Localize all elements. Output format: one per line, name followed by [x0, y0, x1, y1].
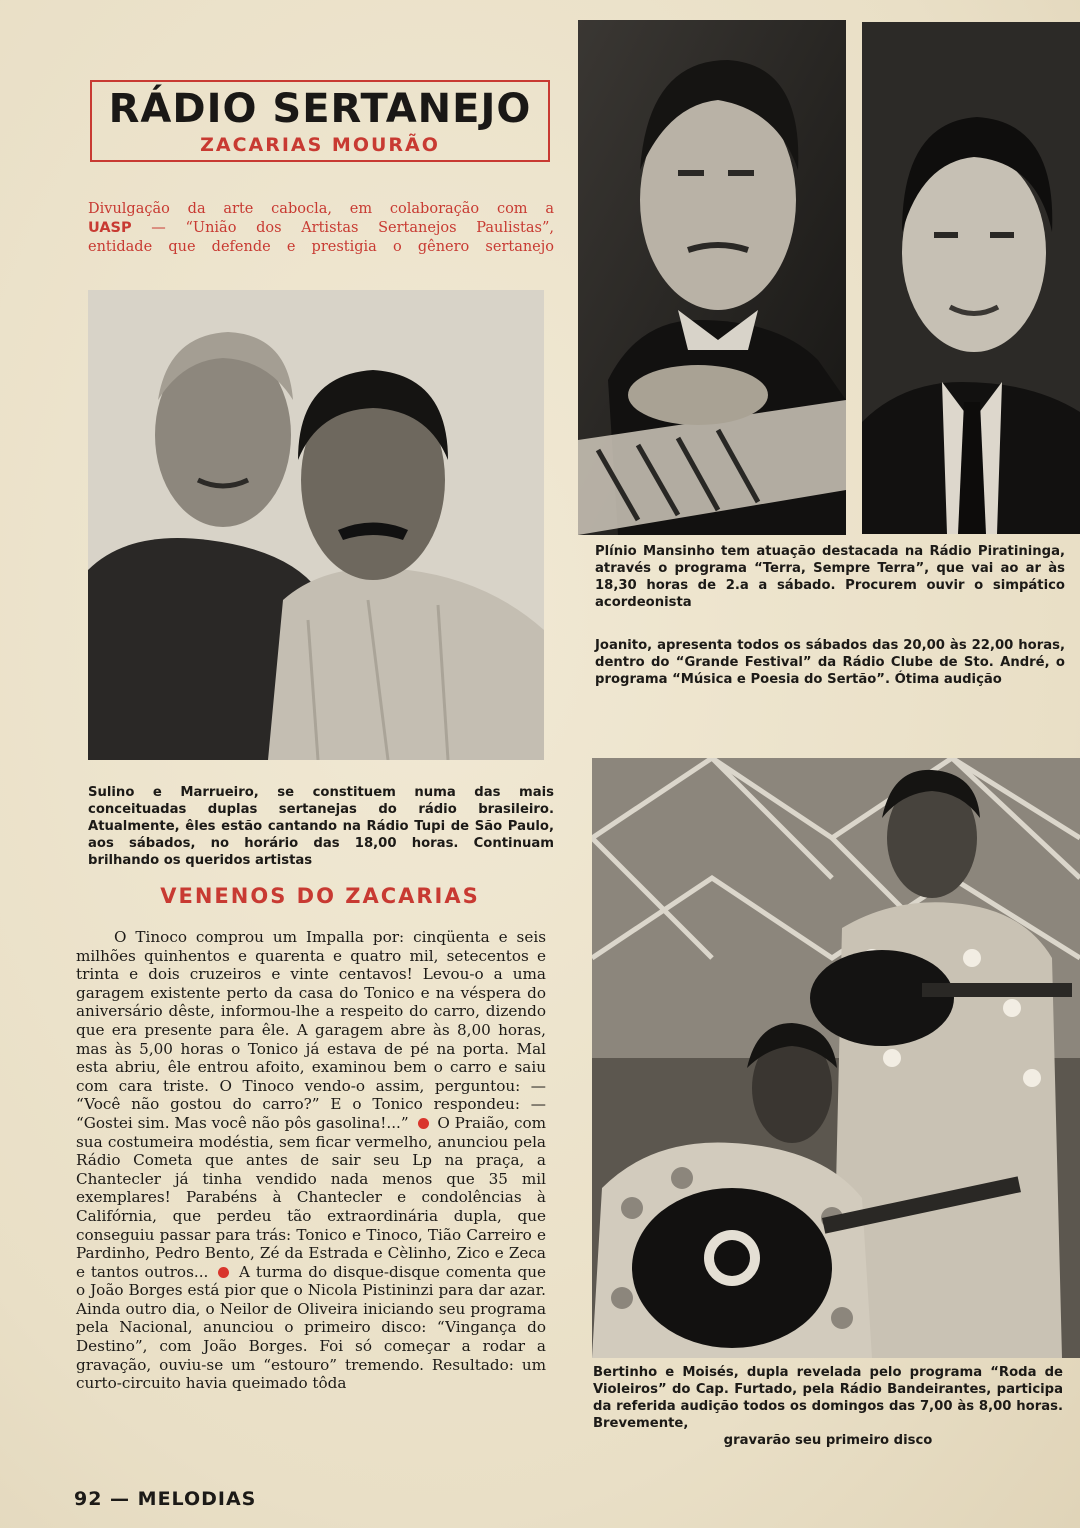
article-body	[76, 928, 546, 1393]
intro-text	[88, 200, 554, 257]
photo-joanito	[862, 22, 1080, 534]
photo-plinio-mansinho	[578, 20, 846, 535]
caption-joanito: Joanito, apresenta todos os sábados das 20,00 às 22,00 horas, dentro do “Grande Festival” da Rádio Clube de Sto. André, o programa “Música e Poesia do Sertão”. Ótima audição	[595, 638, 1065, 687]
bullet-icon	[218, 1267, 229, 1278]
column-masthead	[90, 80, 550, 162]
article-paragraph-3: A turma do disque-disque comenta que o João Borges está pior que o Nicola Pistininzi para dar azar. Ainda outro dia, o Neilor de Oliveira iniciando seu programa pela Nacional, anunciou o primeiro disco: “Vingança do Destino”, com João Borges. Foi só começar a rodar a gravação, ouviu-se um “estouro” tremendo. Resultado: um curto-circuito havia queimado tôda	[76, 1262, 547, 1393]
caption-plinio: Plínio Mansinho tem atuação destacada na Rádio Piratininga, através o programa “Terra, Sempre Terra”, que vai ao ar às 18,30 horas de 2.a a sábado. Procurem ouvir o simpático acordeonista	[595, 544, 1065, 610]
photo-bertinho-moises	[592, 758, 1080, 1358]
caption-trio-last-line: gravarão seu primeiro disco	[723, 1433, 933, 1448]
article-paragraph-2: O Praião, com sua costumeira modéstia, sem ficar vermelho, anunciou pela Rádio Cometa que antes de sair seu Lp na praça, a Chantecler já tinha vendido nada menos que 35 mil exemplares! Parabéns à Chantecler e condolências à Califórnia, que perdeu tão extraordinária dupla, que conseguiu passar para trás: Tonico e Tinoco, Tião Carreiro e Pardinho, Pedro Bento, Zé da Estrada e Cèlinho, Zico e Zeca e tantos outros...	[76, 1113, 546, 1281]
caption-trio-text: Bertinho e Moisés, dupla revelada pelo programa “Roda de Violeiros” do Cap. Furtado, pela Rádio Bandeirantes, participa da referida audição todos os domingos das 7,00 às 8,00 horas. Brevemente,	[593, 1365, 1063, 1431]
bullet-icon	[418, 1118, 429, 1129]
column-title: RÁDIO SERTANEJO	[108, 86, 532, 132]
caption-sulino-marrueiro: Sulino e Marrueiro, se constituem numa das mais conceituadas duplas sertanejas do rádio brasileiro. Atualmente, êles estão cantando na Rádio Tupi de São Paulo, aos sábados, no horário das 18,00 horas. Continuam brilhando os queridos artistas	[88, 785, 554, 868]
photo-sulino-marrueiro	[88, 290, 544, 760]
intro-line-1: Divulgação da arte cabocla, em colaboração com a	[88, 201, 554, 217]
intro-uasp: UASP	[88, 220, 132, 236]
caption-bertinho-moises	[593, 1364, 1063, 1449]
column-author: ZACARIAS MOURÃO	[200, 134, 440, 156]
intro-line-3: entidade que defende e prestigia o gênero sertanejo	[88, 239, 554, 255]
article-paragraph-1: O Tinoco comprou um Impalla por: cinqüenta e seis milhões quinhentos e quarenta e quatro mil, setecentos e trinta e dois cruzeiros e vinte centavos! Levou-o a uma garagem existente perto da casa do Tonico e na véspera do aniversário dêste, informou-lhe a respeito do carro, dizendo que era presente para êle. A garagem abre às 8,00 horas, mas às 5,00 horas o Tonico já estava de pé na porta. Mal esta abriu, êle entrou afoito, examinou bem o carro e saiu com cara triste. O Tinoco vendo-o assim, perguntou: — “Você não gostou do carro?” E o Tonico respondeu: — “Gostei sim. Mas você não pôs gasolina!...”	[76, 928, 546, 1132]
intro-line-2: — “União dos Artistas Sertanejos Paulistas”,	[131, 220, 554, 236]
page-footer: 92 — MELODIAS	[74, 1488, 257, 1510]
article-heading: VENENOS DO ZACARIAS	[160, 884, 480, 908]
